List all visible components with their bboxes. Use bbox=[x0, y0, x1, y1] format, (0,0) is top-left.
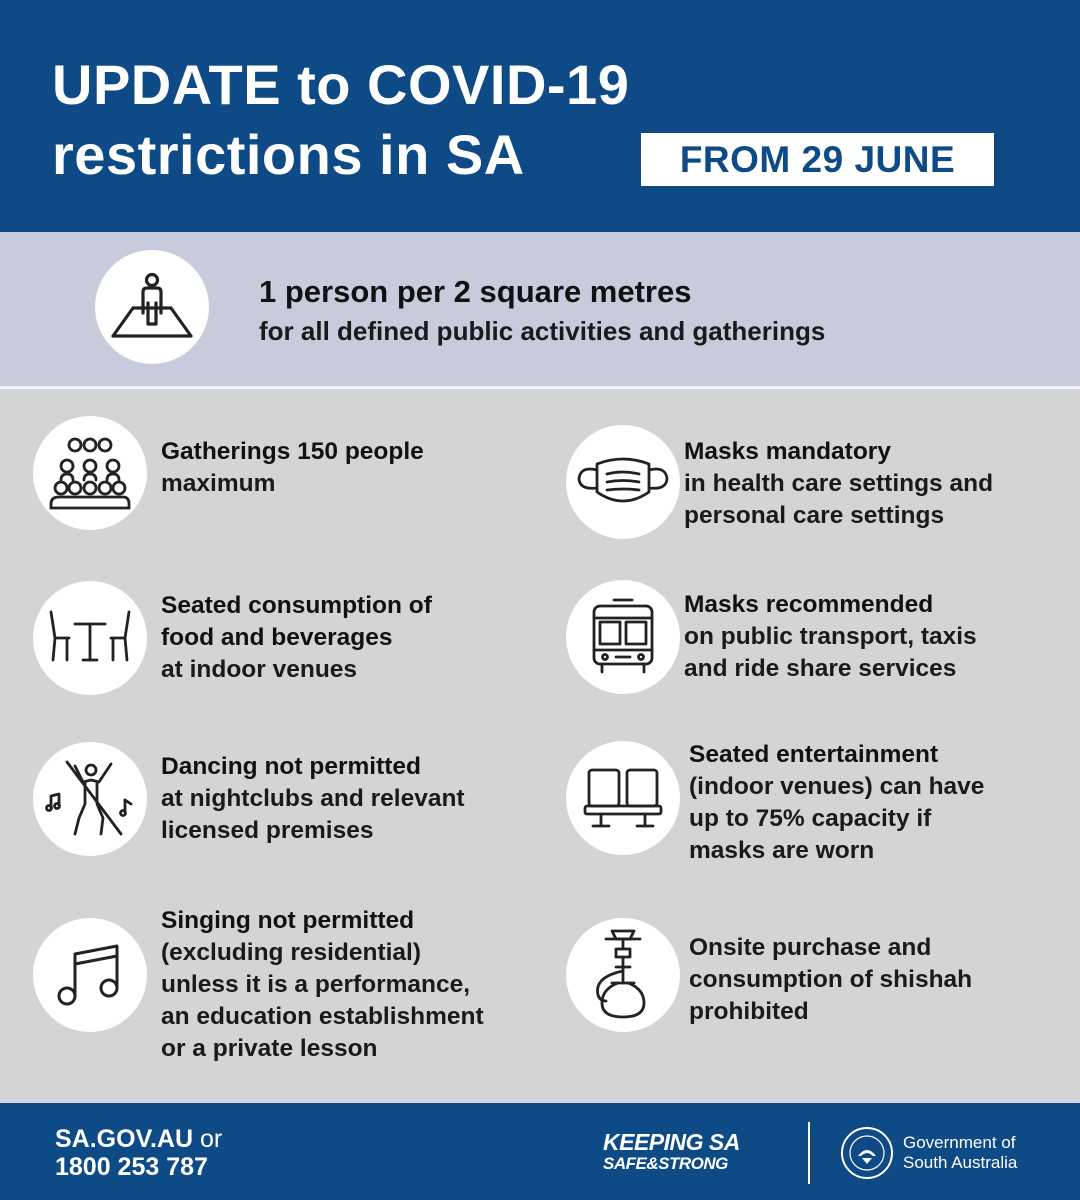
item-line: at nightclubs and relevant bbox=[161, 785, 465, 812]
no-dancing-icon bbox=[33, 742, 147, 856]
page-title bbox=[52, 50, 629, 190]
seated-consumption-text bbox=[161, 590, 432, 686]
item-line: prohibited bbox=[689, 998, 809, 1025]
slogan-line-1: KEEPING SA bbox=[603, 1129, 740, 1155]
music-note-icon bbox=[33, 918, 147, 1032]
item-line: on public transport, taxis bbox=[684, 623, 977, 650]
website-link[interactable]: SA.GOV.AU bbox=[55, 1125, 194, 1153]
item-heading: Singing not permitted bbox=[161, 907, 415, 934]
shishah-emphasis: shishah bbox=[879, 966, 973, 993]
bus-icon bbox=[566, 580, 680, 694]
item-line: at indoor venues bbox=[161, 656, 358, 683]
table-chairs-icon bbox=[33, 581, 147, 695]
item-heading: Masks mandatory bbox=[684, 438, 891, 465]
shisha-icon bbox=[566, 918, 680, 1032]
highlight-subtitle: for all defined public activities and gatherings bbox=[259, 316, 826, 346]
item-line: masks are worn bbox=[689, 837, 875, 864]
item-line: up to 75% capacity if bbox=[689, 805, 932, 832]
item-heading: Seated entertainment bbox=[689, 741, 939, 768]
item-line: or a private lesson bbox=[161, 1035, 378, 1062]
or-text: or bbox=[199, 1125, 223, 1153]
masks-mandatory-text bbox=[684, 436, 993, 532]
face-mask-icon bbox=[566, 425, 680, 539]
person-area-icon bbox=[95, 250, 209, 364]
item-heading: Gatherings 150 people bbox=[161, 438, 424, 465]
highlight-title: 1 person per 2 square metres bbox=[259, 274, 692, 309]
gov-line-1: Government of bbox=[903, 1133, 1016, 1152]
item-line: in health care settings and bbox=[684, 470, 994, 497]
item-line: (indoor venues) can have bbox=[689, 773, 985, 800]
masks-recommended-text bbox=[684, 589, 977, 685]
title-line-1: UPDATE to COVID-19 bbox=[52, 53, 630, 116]
gov-line-2: South Australia bbox=[903, 1153, 1018, 1172]
item-line-part: consumption of bbox=[689, 966, 873, 993]
shishah-text bbox=[689, 932, 972, 1028]
item-line: (excluding residential) bbox=[161, 939, 422, 966]
item-line: and ride share services bbox=[684, 655, 957, 682]
website-line bbox=[55, 1125, 222, 1153]
footer-divider bbox=[808, 1122, 810, 1184]
date-badge: FROM 29 JUNE bbox=[641, 133, 994, 186]
item-heading: Dancing not permitted bbox=[161, 753, 421, 780]
item-heading: Masks recommended bbox=[684, 591, 934, 618]
singing-text bbox=[161, 905, 484, 1065]
phone-number[interactable]: 1800 253 787 bbox=[55, 1153, 208, 1181]
item-line: Onsite purchase and bbox=[689, 934, 932, 961]
item-heading: Seated consumption of bbox=[161, 592, 432, 619]
item-line: personal care settings bbox=[684, 502, 945, 529]
item-line: unless it is a performance, bbox=[161, 971, 471, 998]
item-line bbox=[689, 964, 972, 996]
seats-icon bbox=[566, 741, 680, 855]
government-logo-text bbox=[903, 1133, 1017, 1173]
group-people-icon bbox=[33, 416, 147, 530]
slogan-line-2: SAFE&STRONG bbox=[603, 1154, 728, 1173]
item-line: food and beverages bbox=[161, 624, 393, 651]
sa-seal-icon bbox=[840, 1126, 894, 1180]
seated-entertainment-text bbox=[689, 739, 984, 867]
keeping-sa-logo bbox=[603, 1130, 740, 1174]
dancing-text bbox=[161, 751, 465, 847]
item-line: an education establishment bbox=[161, 1003, 484, 1030]
header-banner bbox=[0, 0, 1080, 232]
gatherings-text bbox=[161, 436, 424, 500]
item-line: licensed premises bbox=[161, 817, 374, 844]
item-line: maximum bbox=[161, 470, 276, 497]
title-line-2: restrictions in SA bbox=[52, 123, 525, 186]
